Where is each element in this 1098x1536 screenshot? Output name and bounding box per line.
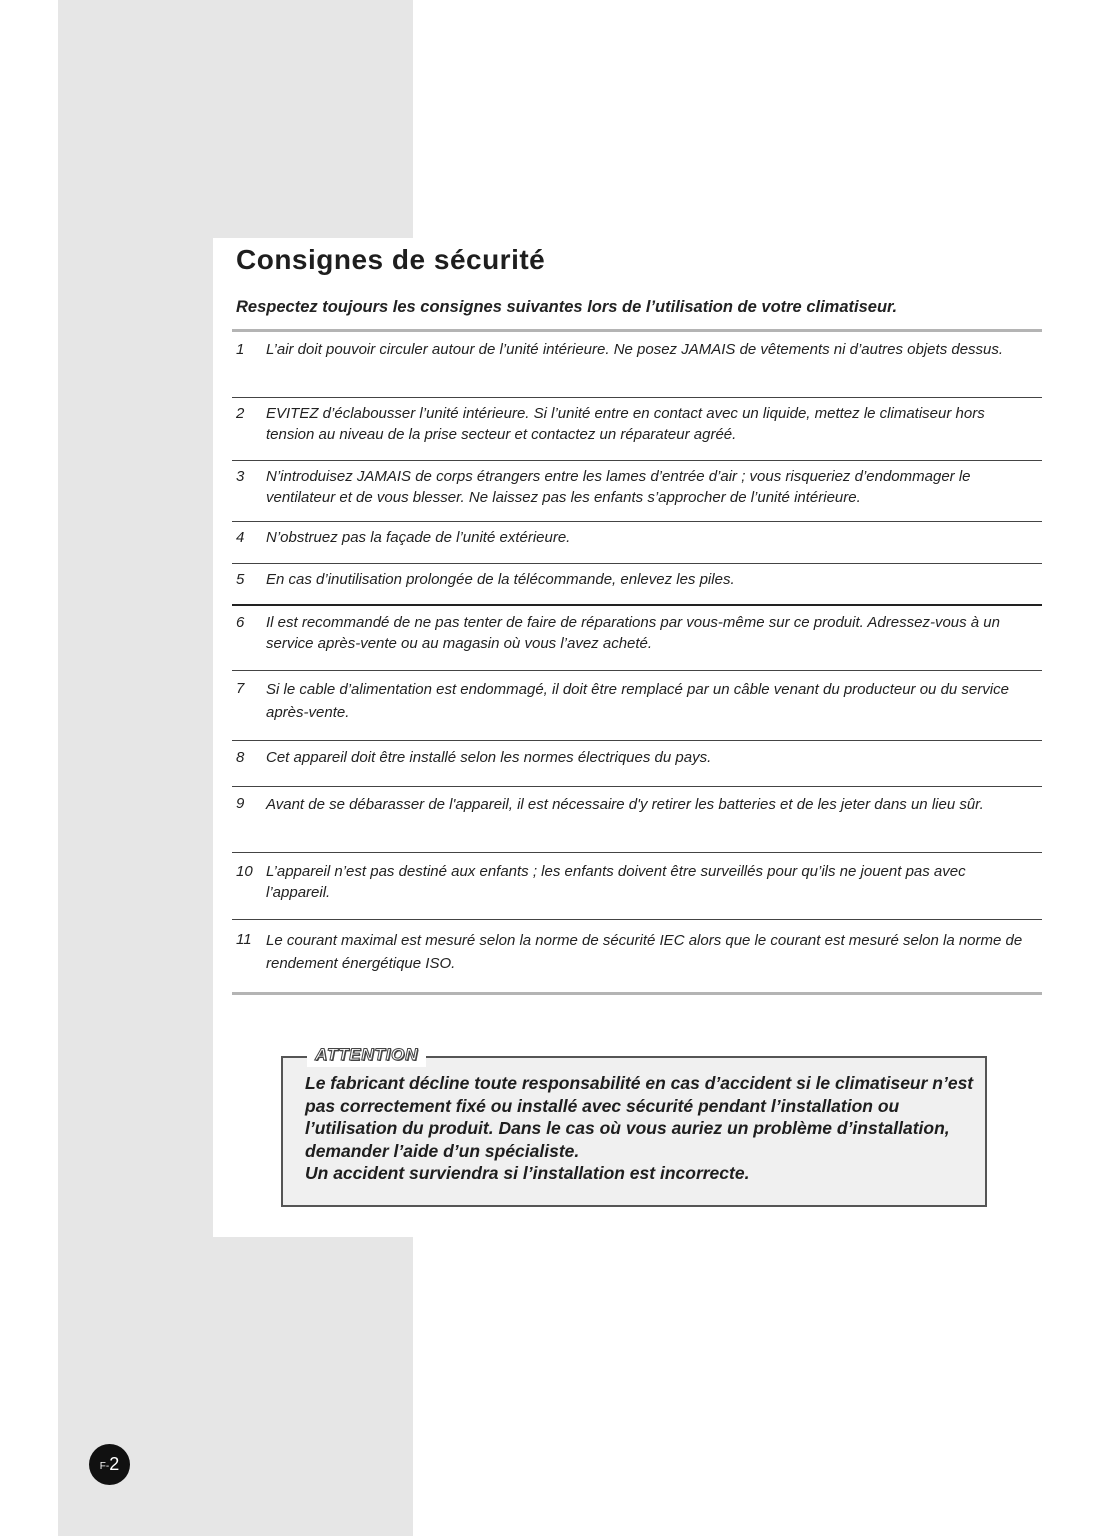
item-text: L’air doit pouvoir circuler autour de l’unité intérieure. Ne posez JAMAIS de vêtements ni d’autres objets dessus.	[266, 341, 1004, 358]
safety-item-7	[232, 671, 1042, 741]
item-text: Il est recommandé de ne pas tenter de faire de réparations par vous-même sur ce produit. Adressez-vous à un service après-vente ou au magasin où vous l’avez acheté.	[266, 614, 1000, 652]
item-number: 3	[236, 468, 245, 485]
safety-list	[232, 332, 1042, 992]
page-subtitle: Respectez toujours les consignes suivantes lors de l’utilisation de votre climatiseur.	[236, 298, 898, 316]
safety-item-6	[232, 606, 1042, 671]
item-number: 10	[236, 863, 253, 880]
item-text: En cas d’inutilisation prolongée de la télécommande, enlevez les piles.	[266, 571, 735, 588]
attention-warning: Le fabricant décline toute responsabilité en cas d’accident si le climatiseur n’est pas correctement fixé ou installé avec sécurité pendant l’installation ou l’utilisation du produit. Dans le cas où vous auriez un problème d’installation, demander l’aide d’un spécialiste.	[305, 1073, 974, 1161]
safety-item-10	[232, 853, 1042, 920]
item-number: 9	[236, 795, 245, 812]
item-number: 1	[236, 341, 245, 358]
safety-item-1	[232, 332, 1042, 398]
item-number: 4	[236, 529, 245, 546]
item-text: Le courant maximal est mesuré selon la norme de sécurité IEC alors que le courant est mesuré selon la norme de rendement énergétique ISO.	[266, 932, 1023, 972]
attention-text	[305, 1072, 975, 1185]
item-text: L’appareil n’est pas destiné aux enfants ; les enfants doivent être surveillés pour qu’ils ne jouent pas avec l’appareil.	[266, 863, 966, 901]
item-number: 11	[236, 931, 252, 948]
safety-item-3	[232, 461, 1042, 522]
safety-item-4	[232, 522, 1042, 564]
page-prefix: F-	[99, 1460, 110, 1472]
item-text: EVITEZ d’éclabousser l’unité intérieure. Si l’unité entre en contact avec un liquide, mettez le climatiseur hors tension au niveau de la prise secteur et contactez un réparateur agréé.	[266, 405, 985, 443]
item-text: Si le cable d’alimentation est endommagé, il doit être remplacé par un câble venant du producteur ou du service après-vente.	[266, 681, 1009, 721]
item-text: Avant de se débarasser de l'appareil, il est nécessaire d'y retirer les batteries et de les jeter dans un lieu sûr.	[266, 796, 984, 813]
item-text: Cet appareil doit être installé selon les normes électriques du pays.	[266, 749, 712, 766]
item-number: 7	[236, 680, 245, 697]
page-number-badge	[89, 1444, 130, 1485]
safety-item-11	[232, 920, 1042, 992]
item-number: 8	[236, 749, 245, 766]
item-text: N’introduisez JAMAIS de corps étrangers entre les lames d’entrée d’air ; vous risqueriez d’endommager le ventilateur et de vous blesser. Ne laissez pas les enfants s’approcher de l’unité intérieure.	[266, 468, 971, 506]
safety-item-8	[232, 741, 1042, 787]
page-number: 2	[109, 1454, 120, 1474]
item-text: N’obstruez pas la façade de l’unité extérieure.	[266, 529, 571, 546]
item-number: 2	[236, 405, 245, 422]
bottom-divider	[232, 992, 1042, 995]
safety-item-5	[232, 564, 1042, 606]
page-title: Consignes de sécurité	[236, 244, 546, 275]
safety-item-2	[232, 398, 1042, 461]
attention-box	[281, 1045, 987, 1207]
safety-item-9	[232, 787, 1042, 853]
item-number: 5	[236, 571, 245, 588]
item-number: 6	[236, 614, 245, 631]
attention-warning-2: Un accident surviendra si l’installation est incorrecte.	[305, 1163, 750, 1183]
attention-label: ATTENTION	[307, 1043, 426, 1067]
